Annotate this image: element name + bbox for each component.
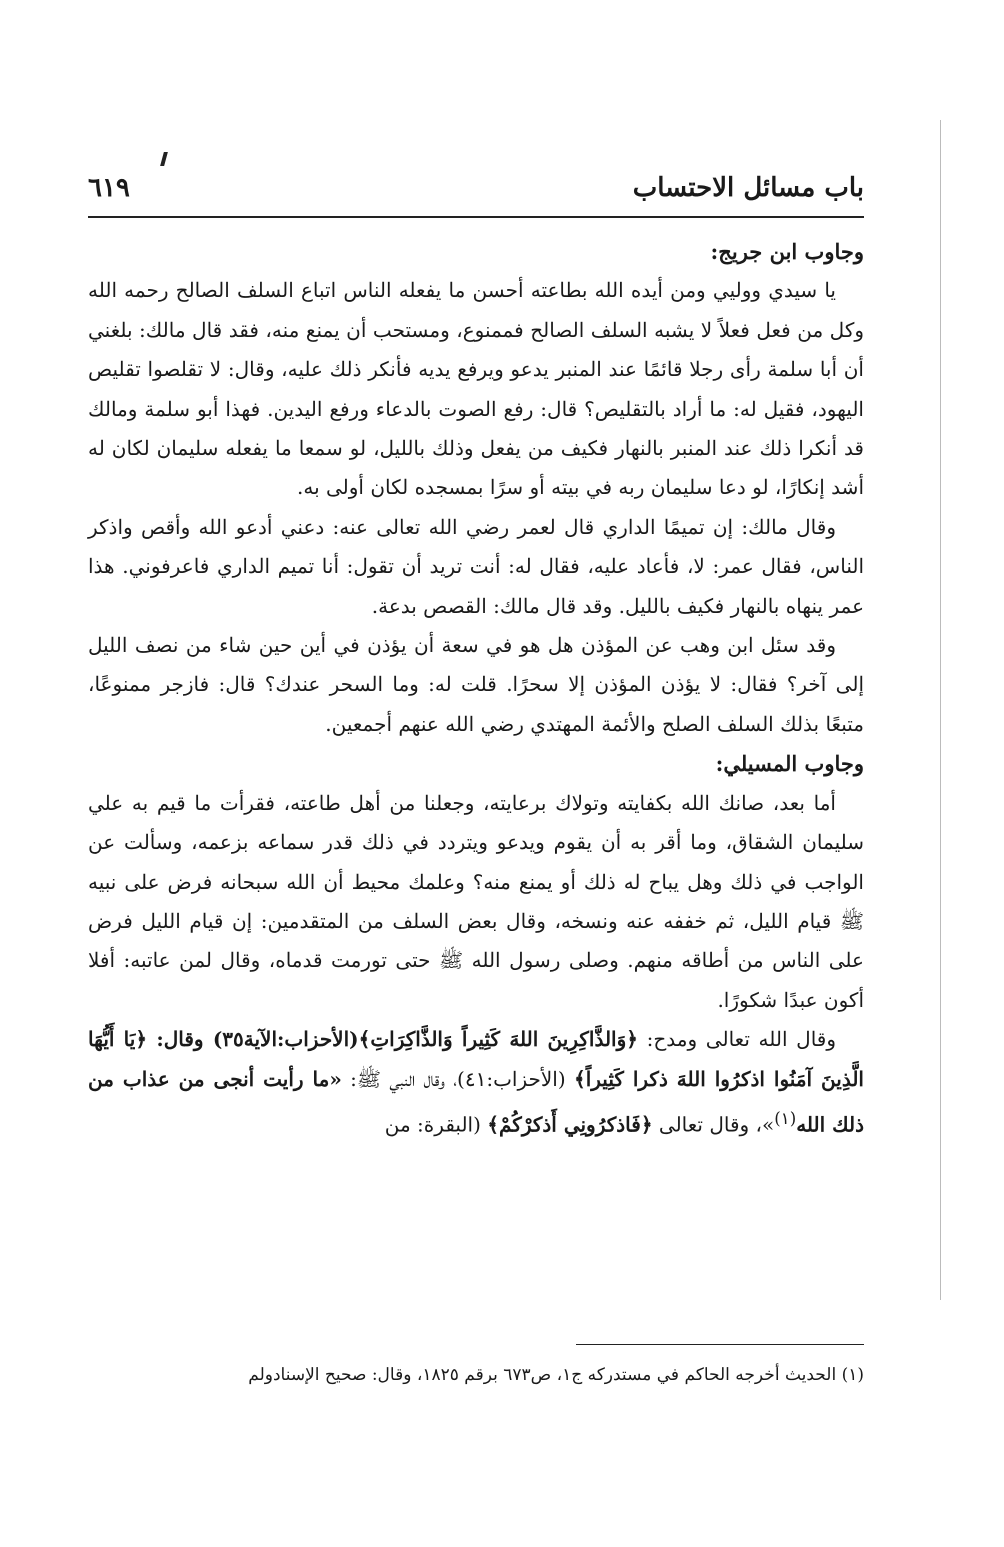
paragraph: أما بعد، صانك الله بكفايته وتولاك برعايته، وجعلنا من أهل طاعته، فقرأت ما قيم به علي سليمان الشقاق، وما أقر به أن يقوم ويدعو ويتردد في ذلك قدر سماعه بزعمه، وسألت عن الواجب في ذلك وهل يباح له ذلك أو يمنع منه؟ وعلمك محيط أن الله سبحانه فرض على نبيه ﷺ قيام الليل، ثم خففه عنه ونسخه، وقال بعض السلف من المتقدمين: إن قيام الليل فرض على الناس من أطاقه منهم. وصلى رسول الله ﷺ حتى تورمت قدماه، وقال لمن عاتبه: أفلا أكون عبدًا شكورًا. bbox=[88, 790, 864, 1012]
body-text bbox=[88, 232, 864, 1145]
footnote: (١) الحديث أخرجه الحاكم في مستدركه ج١، ص٦٧٣ برقم ١٨٢٥، وقال: صحيح الإسنادولم bbox=[248, 1365, 864, 1385]
paragraph: يا سيدي ووليي ومن أيده الله بطاعته أحسن ما يفعله الناس اتباع السلف الصالح رحمه الله وكل من فعل فعلاً لا يشبه السلف الصالح فممنوع، ومستحب أن يمنع منه، فقد قال مالك: بلغني أن أبا سلمة رأى رجلا قائمًا عند المنبر يدعو ويرفع يديه فأنكر ذلك عليه، وقال: لا تقلصوا تقليص اليهود، فقيل له: ما أراد بالتقليص؟ قال: رفع الصوت بالدعاء ورفع اليدين. فهذا أبو سلمة ومالك قد أنكرا ذلك عند المنبر بالنهار فكيف من يفعل وذلك بالليل، لو سمعا ما يفعله سليمان لكان له أشد إنكارًا، لو دعا سليمان ربه في بيته أو سرًا بمسجده لكان أولى به. bbox=[88, 278, 864, 500]
text-span: وقال: bbox=[147, 1027, 213, 1052]
section-heading-ibn-jurayj: وجاوب ابن جريج: bbox=[710, 239, 864, 264]
text-span: وقال الله تعالى ومدح: bbox=[638, 1027, 837, 1052]
scan-margin-line bbox=[940, 120, 941, 1300]
paragraph: وقال مالك: إن تميمًا الداري قال لعمر رضي الله تعالى عنه: دعني أدعو الله وأقص واذكر الناس، فقال عمر: لا، فأعاد عليه، فقال له: أنت تريد أن تقول: أنا تميم الداري فاعرفوني. هذا عمر ينهاه بالنهار فكيف بالليل. وقد قال مالك: القصص بدعة. bbox=[88, 514, 864, 618]
footnote-rule bbox=[576, 1344, 864, 1345]
quran-quote: ﴿وَالذَّاكِرِينَ اللهَ كَثِيراً وَالذَّاكِرَاتِ﴾(الأحزاب:الآية٣٥) bbox=[212, 1027, 638, 1052]
section-heading-al-masili: وجاوب المسيلي: bbox=[715, 751, 864, 777]
text-span: (الأحزاب:٤١)، وقال النبي ﷺ: bbox=[341, 1066, 574, 1091]
paragraph: وقد سئل ابن وهب عن المؤذن هل هو في سعة أن يؤذن في أين حين شاء من نصف الليل إلى آخر؟ فقال: لا يؤذن المؤذن إلا سحرًا. قلت له: وما السحر عندك؟ قال: فازجر ممنوعًا، متبعًا بذلك السلف الصلح والأئمة المهتدي رضي الله عنهم أجمعين. bbox=[88, 633, 864, 736]
paragraph-quotes bbox=[88, 1020, 864, 1145]
page-number: ٦١٩ bbox=[88, 173, 130, 203]
scan-mark bbox=[160, 152, 168, 166]
text-span: »، وقال تعالى bbox=[652, 1112, 775, 1137]
running-title: باب مسائل الاحتساب bbox=[632, 173, 864, 203]
page-header bbox=[88, 168, 864, 216]
quran-quote: ﴿فَاذكرُونِي أَذكرْكُمْ﴾ bbox=[487, 1112, 653, 1137]
header-rule bbox=[88, 216, 864, 218]
quran-quote: ﴿يَا أَيُّهَا الَّذِينَ آمَنُوا اذكرُوا اللهَ ذكرا كَثِيراً﴾ bbox=[88, 1027, 864, 1091]
text-span: (البقرة: من bbox=[384, 1112, 488, 1137]
hadith-quote: «ما رأيت أنجى من عذاب من ذلك الله bbox=[88, 1066, 864, 1137]
footnote-reference: (١) bbox=[774, 1108, 797, 1128]
